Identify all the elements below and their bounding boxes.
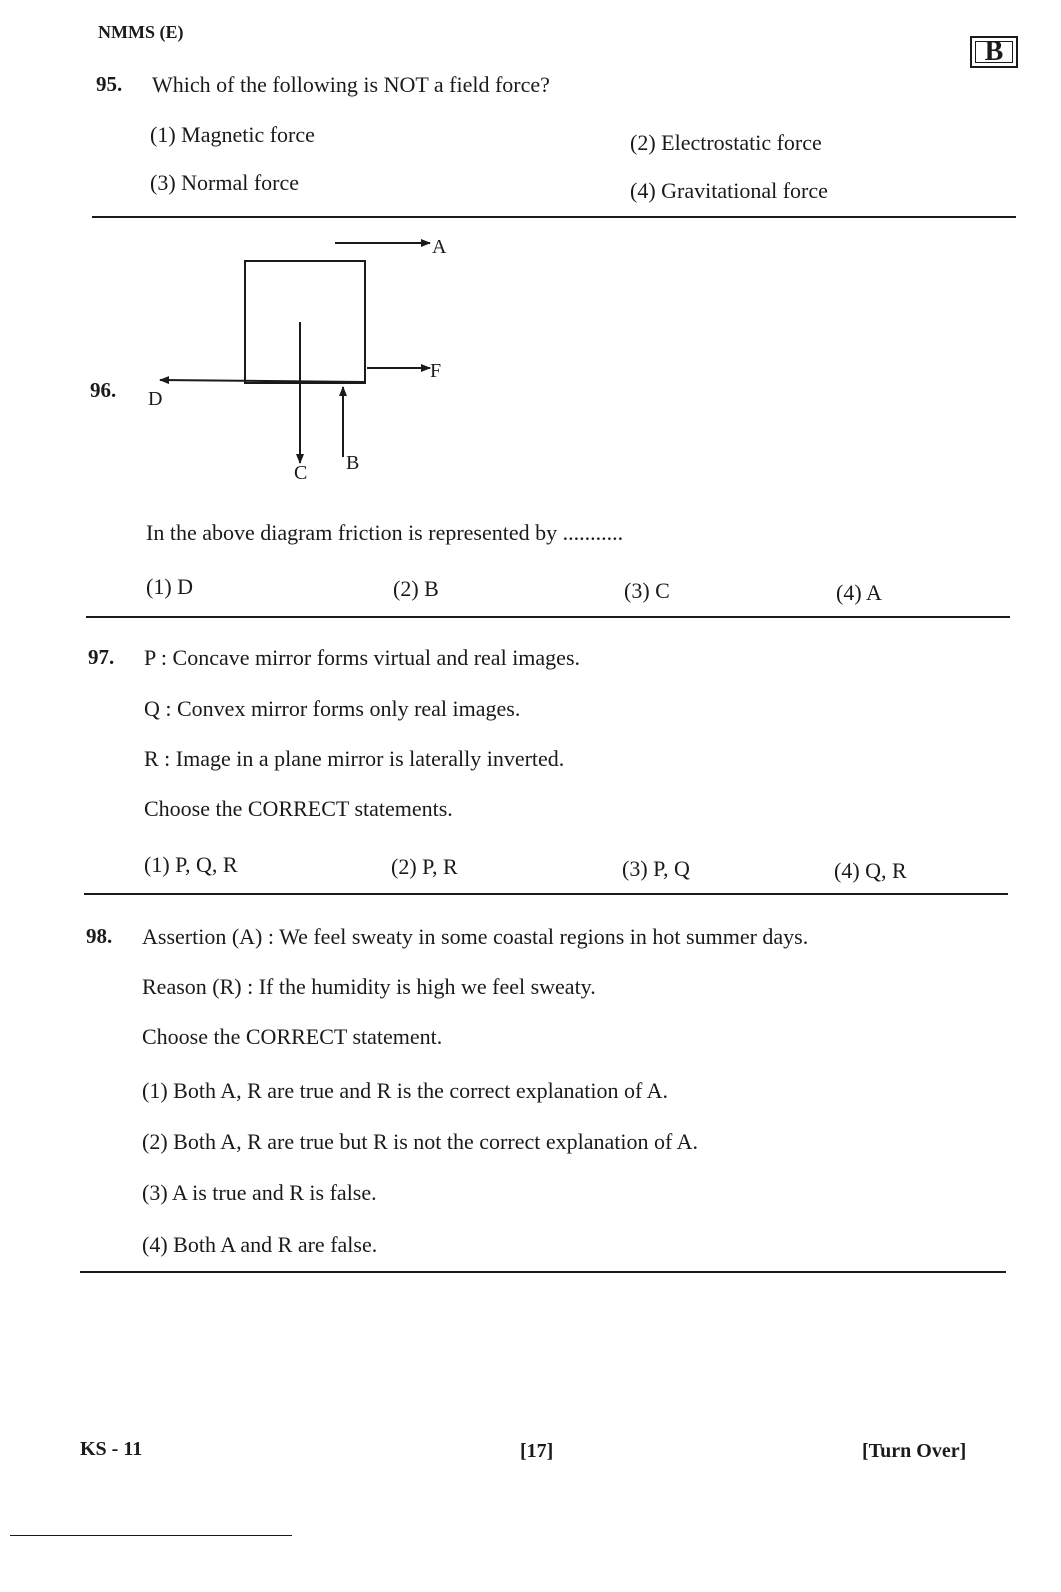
q97-statement-q: Q : Convex mirror forms only real images. xyxy=(144,696,521,721)
q98-option-1[interactable]: (1) Both A, R are true and R is the correct explanation of A. xyxy=(142,1078,669,1103)
divider-98 xyxy=(80,1271,1006,1273)
q98-reason: Reason (R) : If the humidity is high we feel sweaty. xyxy=(142,974,596,999)
label-c: C xyxy=(294,462,308,484)
divider-96 xyxy=(86,616,1010,618)
q97-statement-p: P : Concave mirror forms virtual and real images. xyxy=(144,645,581,670)
q98-assertion: Assertion (A) : We feel sweaty in some coastal regions in hot summer days. xyxy=(142,924,809,949)
set-badge xyxy=(970,36,1018,68)
q97-option-2[interactable]: (2) P, R xyxy=(391,854,458,879)
divider-97 xyxy=(84,893,1008,895)
q96-option-2[interactable]: (2) B xyxy=(393,576,439,601)
turn-over: [Turn Over] xyxy=(862,1440,967,1462)
q95-option-1[interactable]: (1) Magnetic force xyxy=(150,122,315,147)
set-letter: B xyxy=(984,36,1004,67)
q98-prompt: Choose the CORRECT statement. xyxy=(142,1024,443,1049)
page-number: [17] xyxy=(520,1440,554,1462)
q98-option-2[interactable]: (2) Both A, R are true but R is not the correct explanation of A. xyxy=(142,1129,698,1154)
question-number-98: 98. xyxy=(86,924,113,948)
q97-option-1[interactable]: (1) P, Q, R xyxy=(144,852,238,877)
q97-option-4[interactable]: (4) Q, R xyxy=(834,858,907,883)
q95-option-2[interactable]: (2) Electrostatic force xyxy=(630,130,822,155)
label-a: A xyxy=(432,236,447,258)
divider-95 xyxy=(92,216,1016,218)
arrow-d xyxy=(160,380,365,382)
exam-code: NMMS (E) xyxy=(98,22,184,42)
q98-option-4[interactable]: (4) Both A and R are false. xyxy=(142,1232,378,1257)
q95-option-4[interactable]: (4) Gravitational force xyxy=(630,178,828,203)
block-box xyxy=(245,261,365,383)
label-d: D xyxy=(148,388,163,410)
question-text-95: Which of the following is NOT a field force? xyxy=(152,72,550,97)
bottom-mark xyxy=(10,1535,292,1536)
q97-prompt: Choose the CORRECT statements. xyxy=(144,796,453,821)
question-text-96: In the above diagram friction is represented by ........... xyxy=(146,520,624,545)
q96-option-1[interactable]: (1) D xyxy=(146,574,194,599)
force-diagram xyxy=(140,225,480,490)
q97-option-3[interactable]: (3) P, Q xyxy=(622,856,690,881)
q96-option-3[interactable]: (3) C xyxy=(624,578,670,603)
q96-option-4[interactable]: (4) A xyxy=(836,580,882,605)
label-b: B xyxy=(346,452,360,474)
label-f: F xyxy=(430,360,442,382)
q98-option-3[interactable]: (3) A is true and R is false. xyxy=(142,1180,377,1205)
q97-statement-r: R : Image in a plane mirror is laterally inverted. xyxy=(144,746,565,771)
question-number-95: 95. xyxy=(96,72,123,96)
q95-option-3[interactable]: (3) Normal force xyxy=(150,170,300,195)
question-number-97: 97. xyxy=(88,645,115,669)
footer-code: KS - 11 xyxy=(80,1438,143,1460)
question-number-96: 96. xyxy=(90,378,117,402)
